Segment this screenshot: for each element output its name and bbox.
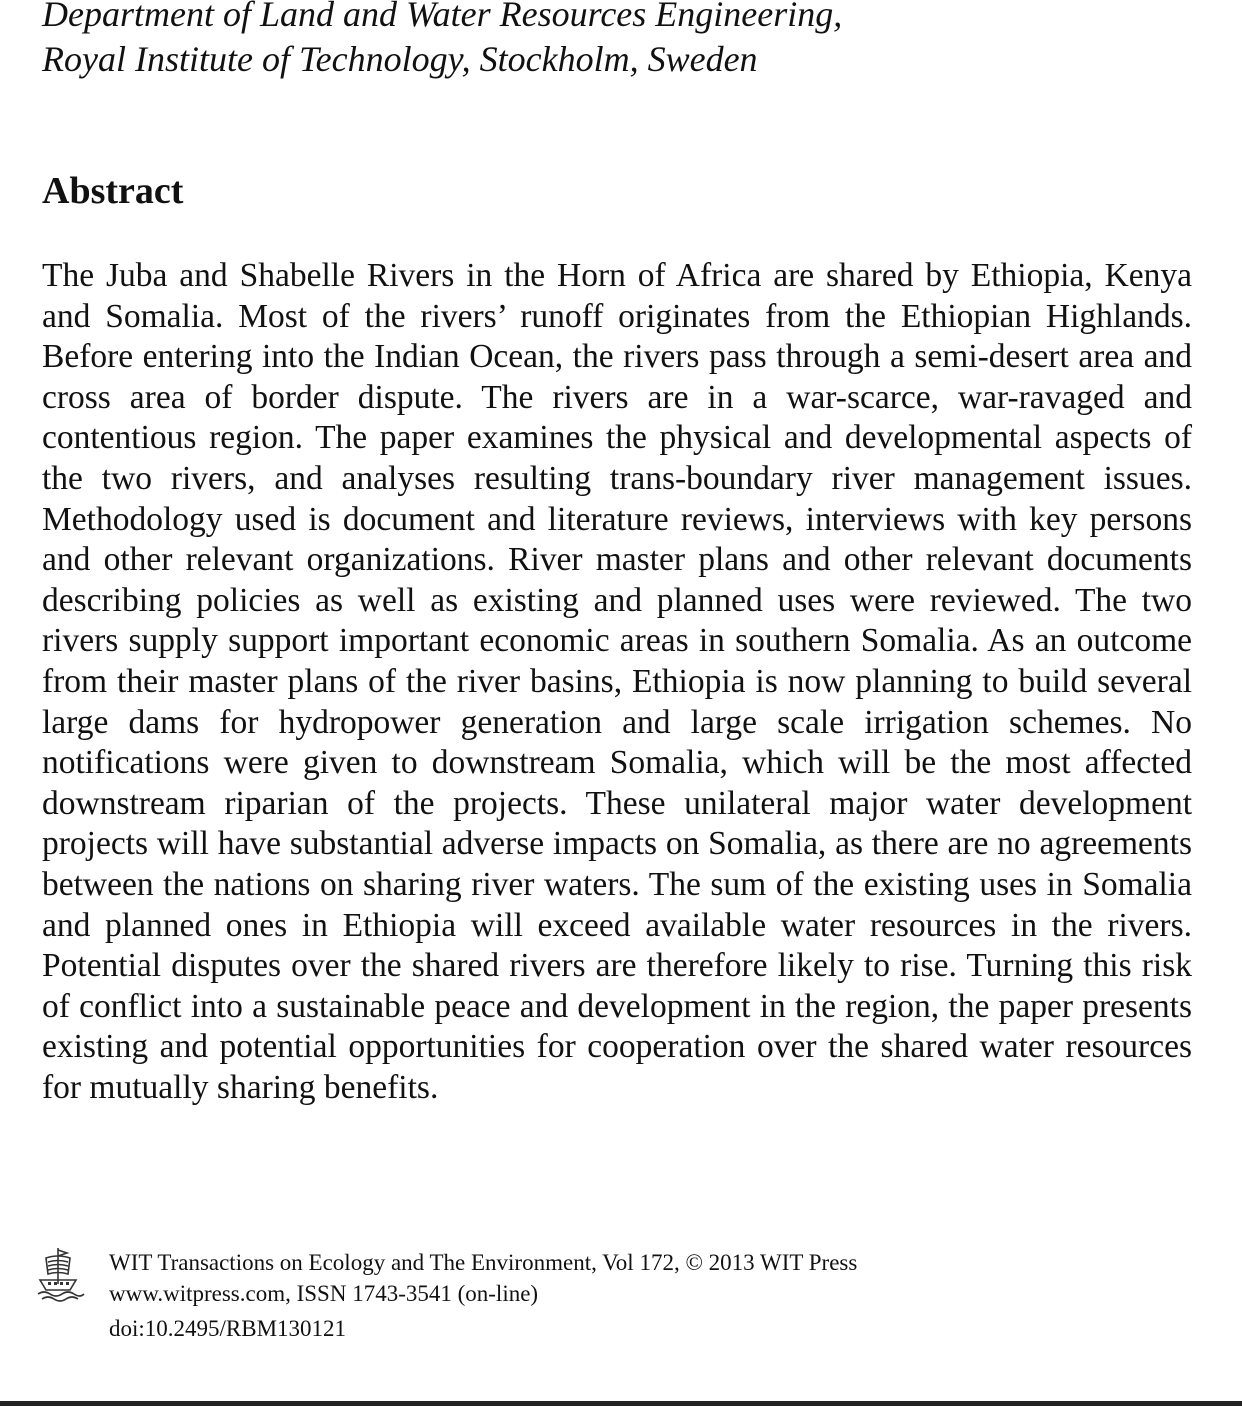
affiliation-line-1: Department of Land and Water Resources Engineering, bbox=[42, 0, 843, 34]
abstract-heading: Abstract bbox=[42, 170, 184, 212]
journal-line: WIT Transactions on Ecology and The Environment, Vol 172, © 2013 WIT Press bbox=[109, 1250, 858, 1275]
affiliation-line-2: Royal Institute of Technology, Stockholm, Sweden bbox=[42, 39, 758, 79]
footer-citation bbox=[109, 1247, 857, 1309]
bottom-divider bbox=[0, 1401, 1242, 1406]
website-line: www.witpress.com, ISSN 1743-3541 (on-line) bbox=[109, 1281, 539, 1306]
ship-logo-icon bbox=[34, 1244, 86, 1304]
author-affiliation bbox=[42, 0, 1192, 82]
abstract-body: The Juba and Shabelle Rivers in the Horn of Africa are shared by Ethiopia, Kenya and Somalia. Most of the rivers’ runoff originates from the Ethiopian Highlands. Before entering into the Indian Ocean, the rivers pass through a semi-desert area and cross area of border dispute. The rivers are in a war-scarce, war-ravaged and contentious region. The paper examines the physical and developmental aspects of the two rivers, and analyses resulting trans-boundary river management issues. Methodology used is document and literature reviews, interviews with key persons and other relevant organizations. River master plans and other relevant documents describing policies as well as existing and planned uses were reviewed. The two rivers supply support important economic areas in southern Somalia. As an outcome from their master plans of the river basins, Ethiopia is now planning to build several large dams for hydropower generation and large scale irrigation schemes. No notifications were given to downstream Somalia, which will be the most affected downstream riparian of the projects. These unilateral major water development projects will have substantial adverse impacts on Somalia, as there are no agreements between the nations on sharing river waters. The sum of the existing uses in Somalia and planned ones in Ethiopia will exceed available water resources in the rivers. Potential disputes over the shared rivers are therefore likely to rise. Turning this risk of conflict into a sustainable peace and development in the region, the paper presents existing and potential opportunities for cooperation over the shared water resources for mutually sharing benefits. bbox=[42, 257, 1192, 1106]
doi-line: doi:10.2495/RBM130121 bbox=[109, 1316, 347, 1341]
